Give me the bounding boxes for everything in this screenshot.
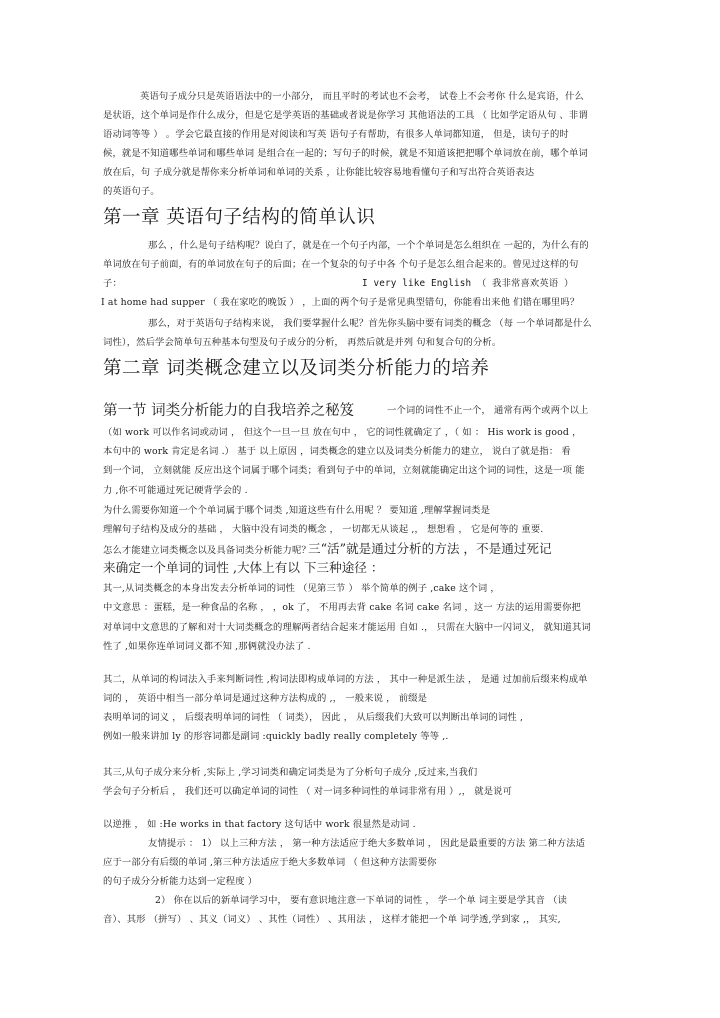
intro-line-2: 是状语，这个单词是作什么成分，但是它是学英语的基础或者说是你学习 其他语法的工具 （ 比如学定语从句 、非谓 (103, 110, 588, 121)
chapter1-line-3a: 子： (103, 278, 122, 289)
way1-line-1: 其一,从词类概念的本身出发去分析单词的词性 （见第三节 ） 举个简单的例子 ,cake 这个词 ， (103, 583, 500, 594)
tips-line-2: 应于一部分有后缀的单词 ,第三种方法适应于绝大多数单词 （ 但这种方法需要你 (103, 857, 437, 868)
section1-line-3: 本句中的 work 肯定是名词 .） 基于 以上原因 ，词类概念的建立以及词类分析能力的建立， 说白了就是指： 看 (103, 446, 571, 457)
section1-line-9: 来确定一个单词的词性 ,大体上有以 下三种途径 ： (103, 560, 384, 575)
chapter1-line-6: 词性），然后学会简单句五种基本句型及句子成分的分析， 再然后就是并列 句和复合句的分析。 (103, 337, 502, 348)
tips-line-1: 友情提示 ： 1） 以上三种方法 ， 第一种方法适应于绝大多数单词 ， 因此是最重要的方法 第二种方法适 (148, 838, 586, 849)
way3-line-1: 其三,从句子成分来分析 ,实际上 ,学习词类和确定词类是为了分析句子成分 ,反过来,当我们 (103, 767, 478, 778)
example-sentence-1: I very like English （ 我非常喜欢英语 ） (362, 278, 574, 289)
way2-line-1: 其二，从单词的构词法入手来判断词性 ,构词法即构成单词的方法 ， 其中一种是派生法 ， 是通 过加前后缀来构成单 (103, 674, 588, 685)
tips-line-3: 的句子成分分析能力达到一定程度 ） (103, 876, 258, 887)
chapter-1-title: 第一章 英语句子结构的简单认识 (103, 207, 376, 228)
chapter-2-title: 第二章 词类概念建立以及词类分析能力的培养 (103, 358, 490, 379)
way1-line-3: 对单词中文意思的了解和对十大词类概念的理解两者结合起来才能运用 自如 .， 只需在大脑中一闪词义， 就知道其词 (103, 622, 591, 633)
tips-line-4: 2） 你在以后的新单词学习中， 要有意识地注意一下单词的词性 ， 学一个单 词主要是学其音 （读 (155, 895, 568, 906)
way1-line-4: 性了 ,如果你连单词词义都不知 ,那俩就没办法了 . (103, 641, 311, 652)
intro-line-4: 候，就是不知道哪些单词和哪些单词 是组合在一起的；写句子的时候，就是不知道该把把哪个单词放在前，哪个单词 (103, 148, 588, 159)
section1-line-4: 到一个词， 立刻就能 反应出这个词属于哪个词类；看到句子中的单词，立刻就能确定出这个词的词性，这是一项 能 (103, 465, 585, 476)
chapter1-line-5: 那么，对于英语句子结构来说， 我们要掌握什么呢？首先你头脑中要有词类的概念 （每 一个单词都是什么 (148, 318, 592, 329)
intro-line-3: 语动词等等 ） 。学会它最直接的作用是对阅读和写英 语句子有帮助，有很多人单词都知道， 但是，读句子的时 (103, 129, 569, 140)
way2-line-2: 词的 ， 英语中相当一部分单词是通过这种方法构成的 ,， 一般来说 ， 前缀是 (103, 693, 428, 704)
chapter1-line-1: 那么 ，什么是句子结构呢？说白了，就是在一个句子内部，一个个单词是怎么组织在 一起的，为什么有的 (148, 240, 589, 251)
section1-line-6: 为什么需要你知道一个个单词属于哪个词类 ,知道这些有什么用呢 ？ 要知道 ,理解掌握词类是 (103, 505, 491, 516)
intro-line-1: 英语句子成分只是英语语法中的一小部分， 而且平时的考试也不会考， 试卷上不会考你 什么是宾语，什么 (140, 91, 584, 102)
section1-line-2: （如 work 可以作名词或动词 ， 但这个一旦一旦 放在句中 ， 它的词性就确定了 ，（ 如 ： His work is good ， (103, 427, 582, 438)
section-1-title: 第一节 词类分析能力的自我培养之秘笈 (103, 403, 355, 419)
section1-line-8a: 怎么才能建立词类概念以及具备词类分析能力呢？ (103, 545, 311, 556)
section1-line-5: 力 ,你不可能通过死记硬背学会的 . (103, 485, 248, 496)
section1-line-1-tail: 一个词的词性不止一个， 通常有两个或两个以上 (387, 405, 589, 416)
way1-line-2: 中文意思 ：蛋糕，是一种食品的名称 ， ，ok 了， 不用再去背 cake 名词 cake 名词 ，这一 方法的运用需要你把 (103, 602, 581, 613)
section1-line-7: 理解句子结构及成分的基础 ， 大脑中没有词类的概念 ， 一切都无从谈起 ,， 想想看 ， 它是何等的 重要. (103, 524, 544, 535)
example-sentence-2: I at home had supper （ 我在家吃的晚饭 ） ，上面的两个句子是常见典型错句，你能看出来他 们错在哪里吗？ (101, 297, 580, 308)
way2-line-3: 表明单词的词义 ， 后缀表明单词的词性 （ 词类）， 因此 ， 从后缀我们大致可以判断出单词的词性 , (103, 712, 524, 723)
way3-line-3: 以逆推 ， 如 :He works in that factory 这句话中 work 很显然是动词 . (103, 819, 416, 830)
way3-line-2: 学会句子分析后 ， 我们还可以确定单词的词性 （ 对一词多种词性的单词非常有用 ）,， 就是说可 (103, 786, 513, 797)
intro-line-5: 放在后，句 子成分就是帮你来分析单词和单词的关系 ，让你能比较容易地看懂句子和写出符合英语表达 (103, 167, 535, 178)
way2-line-4: 例如一般来讲加 ly 的形容词都是副词 :quickly badly really completely 等等 ,. (103, 731, 449, 742)
intro-line-6: 的英语句子。 (103, 186, 160, 197)
tips-line-5: 音）、其形 （拼写） 、其义（词义） 、其性（词性） 、其用法 ， 这样才能把一个单 词学透,学到家 ,， 其实, (103, 914, 561, 925)
chapter1-line-2: 单词放在句子前面，有的单词放在句子的后面；在一个复杂的句子中各 个句子是怎么组合起来的。曾见过这样的句 (103, 259, 579, 270)
section1-line-8b: 三“活”就是通过分析的方法 ，不是通过死记 (308, 541, 552, 556)
